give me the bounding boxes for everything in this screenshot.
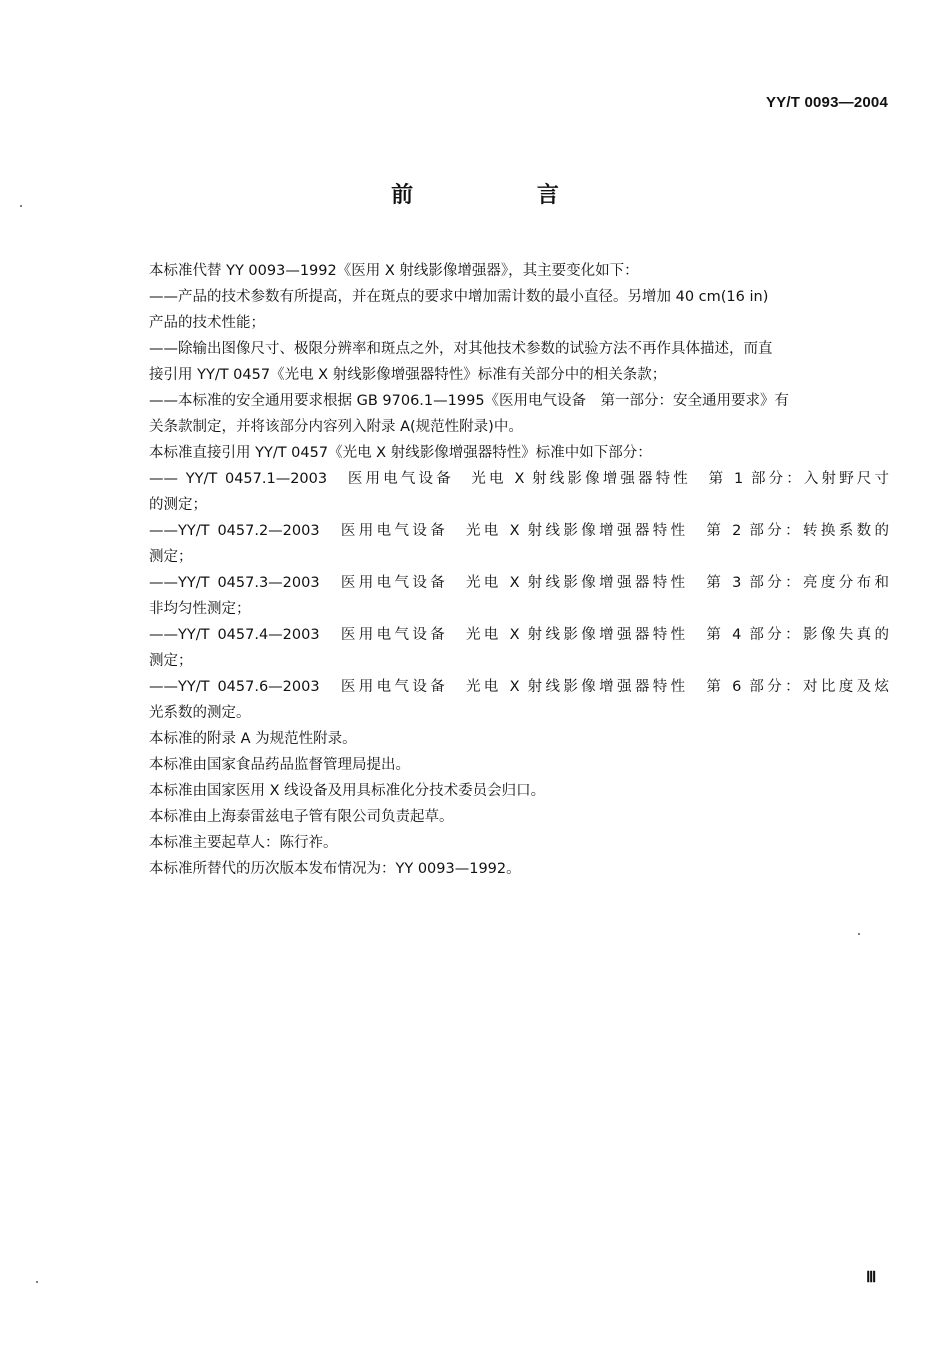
- scan-speck: [858, 933, 860, 935]
- change-item-continuation: 关条款制定，并将该部分内容列入附录 A(规范性附录)中。: [149, 419, 523, 435]
- foreword-body: [149, 258, 889, 882]
- statement-paragraph: 本标准由国家医用 X 线设备及用具标准化分技术委员会归口。: [149, 783, 546, 799]
- change-item-line: ——产品的技术参数有所提高，并在斑点的要求中增加需计数的最小直径。另增加 40 cm(16 in): [149, 289, 769, 305]
- reference-item-continuation: 的测定；: [149, 497, 207, 513]
- change-item: [149, 336, 889, 388]
- reference-item-line: ——YY/T 0457.2—2003 医用电气设备 光电 X 射线影像增强器特性 第 2 部分：转换系数的: [149, 523, 889, 539]
- reference-item-line: ——YY/T 0457.3—2003 医用电气设备 光电 X 射线影像增强器特性 第 3 部分：亮度分布和: [149, 575, 889, 591]
- standard-code: YY/T 0093—2004: [765, 94, 888, 111]
- intro-paragraph: 本标准代替 YY 0093—1992《医用 X 射线影像增强器》，其主要变化如下：: [149, 263, 639, 279]
- change-item-continuation: 产品的技术性能；: [149, 315, 265, 331]
- reference-intro: 本标准直接引用 YY/T 0457《光电 X 射线影像增强器特性》标准中如下部分：: [149, 445, 652, 461]
- statement-paragraph: 本标准由上海泰雷兹电子管有限公司负责起草。: [149, 809, 454, 825]
- change-item-line: ——本标准的安全通用要求根据 GB 9706.1—1995《医用电气设备 第一部分：安全通用要求》有: [149, 393, 790, 409]
- change-item-line: ——除输出图像尺寸、极限分辨率和斑点之外，对其他技术参数的试验方法不再作具体描述，而直: [149, 341, 773, 357]
- scan-speck: [20, 205, 22, 207]
- scan-speck: [36, 1281, 38, 1283]
- statement-paragraph: 本标准的附录 A 为规范性附录。: [149, 731, 357, 747]
- change-item-continuation: 接引用 YY/T 0457《光电 X 射线影像增强器特性》标准有关部分中的相关条款；: [149, 367, 667, 383]
- reference-item: [149, 622, 889, 674]
- page-title: 前 言: [391, 183, 617, 208]
- change-item: [149, 388, 889, 440]
- reference-item: [149, 570, 889, 622]
- reference-item-continuation: 测定；: [149, 549, 193, 565]
- reference-item-continuation: 非均匀性测定；: [149, 601, 251, 617]
- change-item: [149, 284, 889, 336]
- reference-item-line: ——YY/T 0457.6—2003 医用电气设备 光电 X 射线影像增强器特性 第 6 部分：对比度及炫: [149, 679, 889, 695]
- reference-item-line: ——YY/T 0457.4—2003 医用电气设备 光电 X 射线影像增强器特性 第 4 部分：影像失真的: [149, 627, 889, 643]
- reference-item: [149, 466, 889, 518]
- statement-paragraph: 本标准主要起草人：陈行祚。: [149, 835, 338, 851]
- reference-item-line: —— YY/T 0457.1—2003 医用电气设备 光电 X 射线影像增强器特性 第 1 部分：入射野尺寸: [149, 471, 889, 487]
- page-number: Ⅲ: [866, 1270, 877, 1286]
- reference-item-continuation: 测定；: [149, 653, 193, 669]
- statement-paragraph: 本标准所替代的历次版本发布情况为：YY 0093—1992。: [149, 861, 521, 877]
- statement-paragraph: 本标准由国家食品药品监督管理局提出。: [149, 757, 410, 773]
- reference-item: [149, 674, 889, 726]
- reference-item-continuation: 光系数的测定。: [149, 705, 251, 721]
- reference-item: [149, 518, 889, 570]
